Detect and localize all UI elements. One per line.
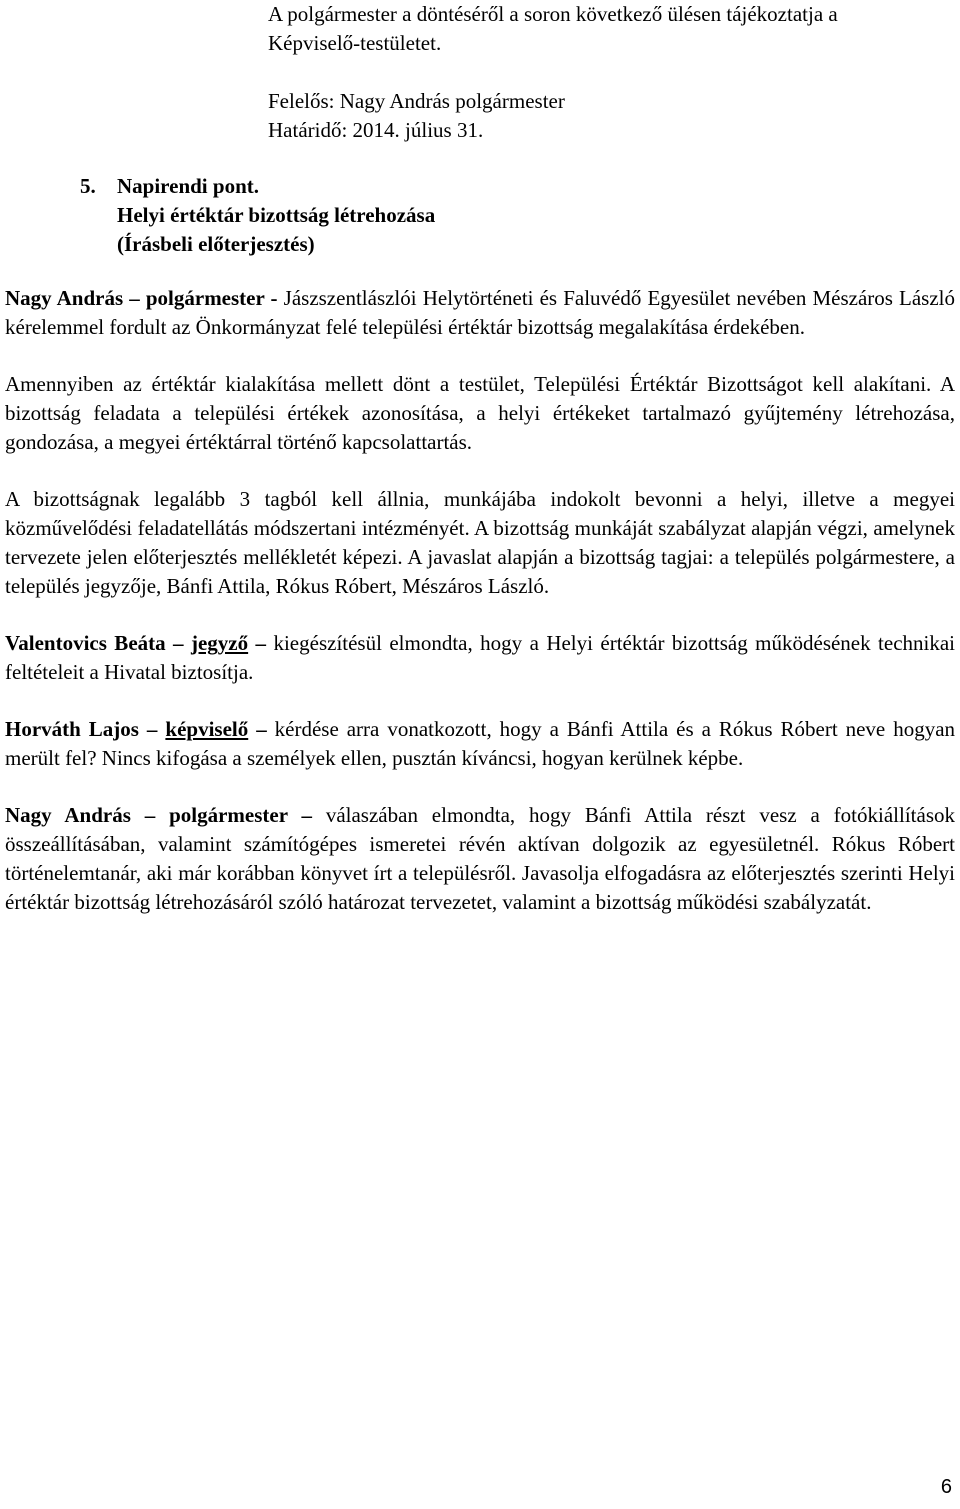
minutes-body — [5, 284, 955, 945]
paragraph-committee-members: A bizottságnak legalább 3 tagból kell állnia, munkájába indokolt bevonni a helyi, illetve a megyei közművelődési feladatellátás módszertani intézményét. A bizottság munkáját szabályzat alapján végzi, amelynek tervezete jelen előterjesztés mellékletét képezi. A javaslat alapján a bizottság tagjai: a település polgármestere, a település jegyzője, Bánfi Attila, Rókus Róbert, Mészáros László. — [5, 487, 955, 598]
speaker-dash: – — [138, 717, 166, 741]
paragraph-mayor-answer — [5, 801, 955, 917]
speaker-role: képviselő — [165, 717, 249, 741]
paragraph-text: kérdése arra vonatkozott, hogy a Bánfi Attila és a Rókus Róbert neve hogyan merült fel? Nincs kifogása a személyek ellen, pusztán kíváncsi, hogyan kerülnek képbe. — [5, 717, 956, 770]
agenda-note: (Írásbeli előterjesztés) — [117, 232, 315, 256]
speaker-dash: – — [248, 631, 274, 655]
speaker-name: Nagy András — [5, 286, 124, 310]
paragraph-notary — [5, 629, 955, 687]
paragraph-text: válaszában elmondta, hogy Bánfi Attila részt vesz a fotókiállítások összeállításában, valamint számítógépes ismeretei révén aktívan dolgozik az egyesületnél. Rókus Róbert történelemtanár, aki már korábban könyvet írt a településről. Javasolja elfogadásra az előterjesztés szerinti Helyi értéktár bizottság létrehozásáról szóló határozat tervezetet, valamint a bizottság működési szabályzatát. — [5, 803, 955, 914]
speaker-dash: – — [287, 803, 326, 827]
resolution-tail — [268, 0, 958, 145]
speaker-name: Valentovics Beáta — [5, 631, 166, 655]
speaker-role: polgármester - — [145, 286, 278, 310]
deadline: Határidő: 2014. július 31. — [268, 118, 484, 142]
paragraph-representative — [5, 715, 955, 773]
resolution-text-line: Képviselő-testületet. — [268, 31, 442, 55]
paragraph-text: Jászszentlászlói Helytörténeti és Faluvédő Egyesület nevében Mészáros László kérelemmel fordult az Önkormányzat felé települési értéktár bizottság megalakítása érdekében. — [5, 286, 956, 339]
paragraph-committee-task: Amennyiben az értéktár kialakítása mellett dönt a testület, Települési Értéktár Bizottságot kell alakítani. A bizottság feladata a települési értékek azonosítása, a helyi értékeket tartalmazó gyűjtemény létrehozása, gondozása, a megyei értéktárral történő kapcsolattartás. — [5, 372, 955, 454]
speaker-dash: – — [248, 717, 275, 741]
agenda-item-heading — [80, 172, 780, 259]
speaker-role: polgármester — [169, 803, 288, 827]
agenda-subject: Helyi értéktár bizottság létrehozása — [117, 203, 436, 227]
speaker-dash: – — [130, 803, 170, 827]
speaker-name: Horváth Lajos — [5, 717, 139, 741]
speaker-role: jegyző — [190, 631, 249, 655]
responsible-person: Felelős: Nagy András polgármester — [268, 89, 565, 113]
resolution-text-line: A polgármester a döntéséről a soron következő ülésen tájékoztatja a — [268, 2, 838, 26]
paragraph-mayor-intro — [5, 284, 955, 342]
speaker-name: Nagy András — [5, 803, 131, 827]
paragraph-text: kiegészítésül elmondta, hogy a Helyi értéktár bizottság működésének technikai feltételeit a Hivatal biztosítja. — [5, 631, 956, 684]
agenda-title: Napirendi pont. — [117, 174, 259, 198]
agenda-number: 5. — [80, 174, 96, 198]
speaker-dash: – — [165, 631, 191, 655]
speaker-dash: – — [123, 286, 146, 310]
page-number: 6 — [940, 1476, 952, 1498]
